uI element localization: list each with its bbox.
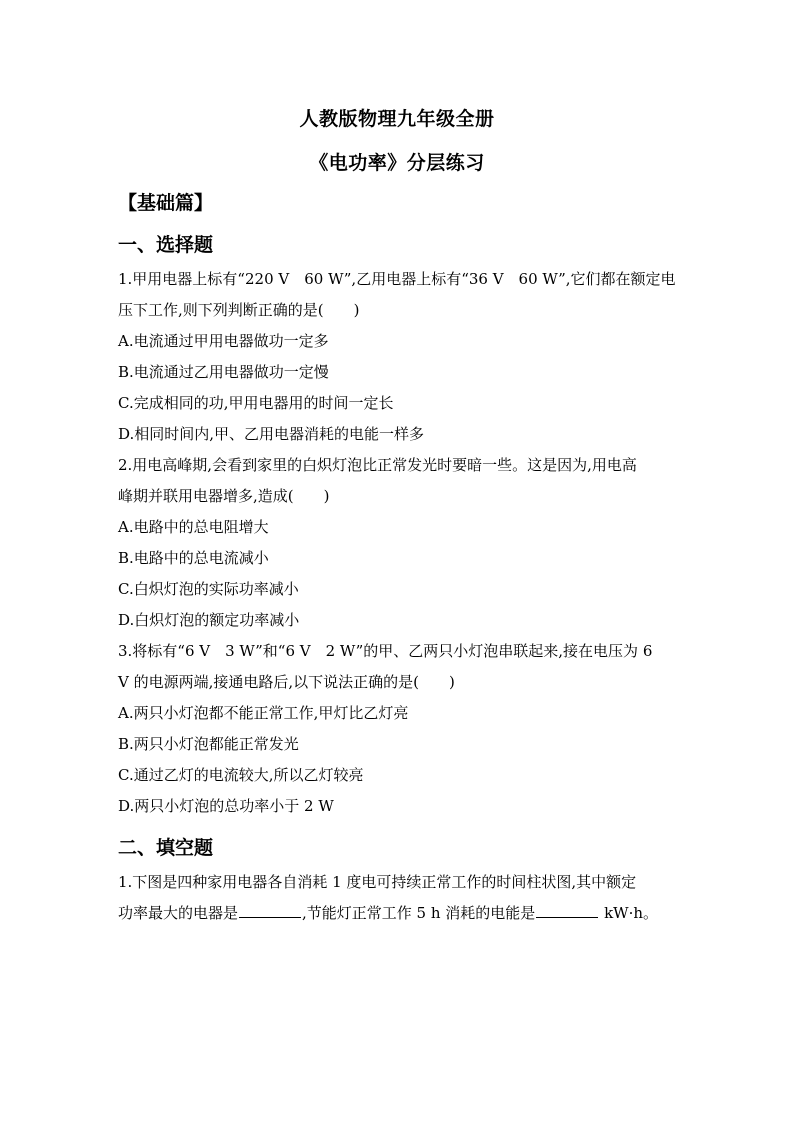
q3-option-d: D.两只小灯泡的总功率小于 2 W [118,797,334,815]
fill-question-1-text-cont [118,903,688,923]
question-3-text: 3.将标有“6 V 3 W”和“6 V 2 W”的甲、乙两只小灯泡串联起来,接在电压为 6 [118,642,653,660]
question-1-text-cont: 压下工作,则下列判断正确的是( ) [118,301,360,319]
q1-option-d: D.相同时间内,甲、乙用电器消耗的电能一样多 [118,425,425,443]
q1-option-a: A.电流通过甲用电器做功一定多 [118,332,329,350]
section-heading-choice: 一、选择题 [118,234,214,256]
q2-option-a: A.电路中的总电阻增大 [118,518,269,536]
q3-option-a: A.两只小灯泡都不能正常工作,甲灯比乙灯亮 [118,704,409,722]
question-1-text: 1.甲用电器上标有“220 V 60 W”,乙用电器上标有“36 V 60 W”,它们都在额定电 [118,270,676,288]
q2-option-b: B.电路中的总电流减小 [118,549,269,567]
answer-blank-2[interactable] [536,903,598,918]
level-heading: 【基础篇】 [118,192,214,214]
q3-option-c: C.通过乙灯的电流较大,所以乙灯较亮 [118,766,364,784]
section-heading-fill: 二、填空题 [118,837,214,859]
answer-blank-1[interactable] [239,903,301,918]
q1-option-b: B.电流通过乙用电器做功一定慢 [118,363,329,381]
q3-option-b: B.两只小灯泡都能正常发光 [118,735,299,753]
question-2-text: 2.用电高峰期,会看到家里的白炽灯泡比正常发光时要暗一些。这是因为,用电高 [118,456,637,474]
fill-q1-part-a: 功率最大的电器是 [118,904,239,922]
document-title: 人教版物理九年级全册 [299,108,495,130]
q1-option-c: C.完成相同的功,甲用电器用的时间一定长 [118,394,394,412]
question-3-text-cont: V 的电源两端,接通电路后,以下说法正确的是( ) [118,673,455,691]
fill-question-1-text: 1.下图是四种家用电器各自消耗 1 度电可持续正常工作的时间柱状图,其中额定 [118,873,637,891]
question-2-text-cont: 峰期并联用电器增多,造成( ) [118,487,330,505]
q2-option-d: D.白炽灯泡的额定功率减小 [118,611,300,629]
fill-q1-part-b: ,节能灯正常工作 5 h 消耗的电能是 [302,904,536,922]
document-subtitle: 《电功率》分层练习 [309,152,485,174]
q2-option-c: C.白炽灯泡的实际功率减小 [118,580,299,598]
fill-q1-part-c: kW·h。 [599,904,659,922]
